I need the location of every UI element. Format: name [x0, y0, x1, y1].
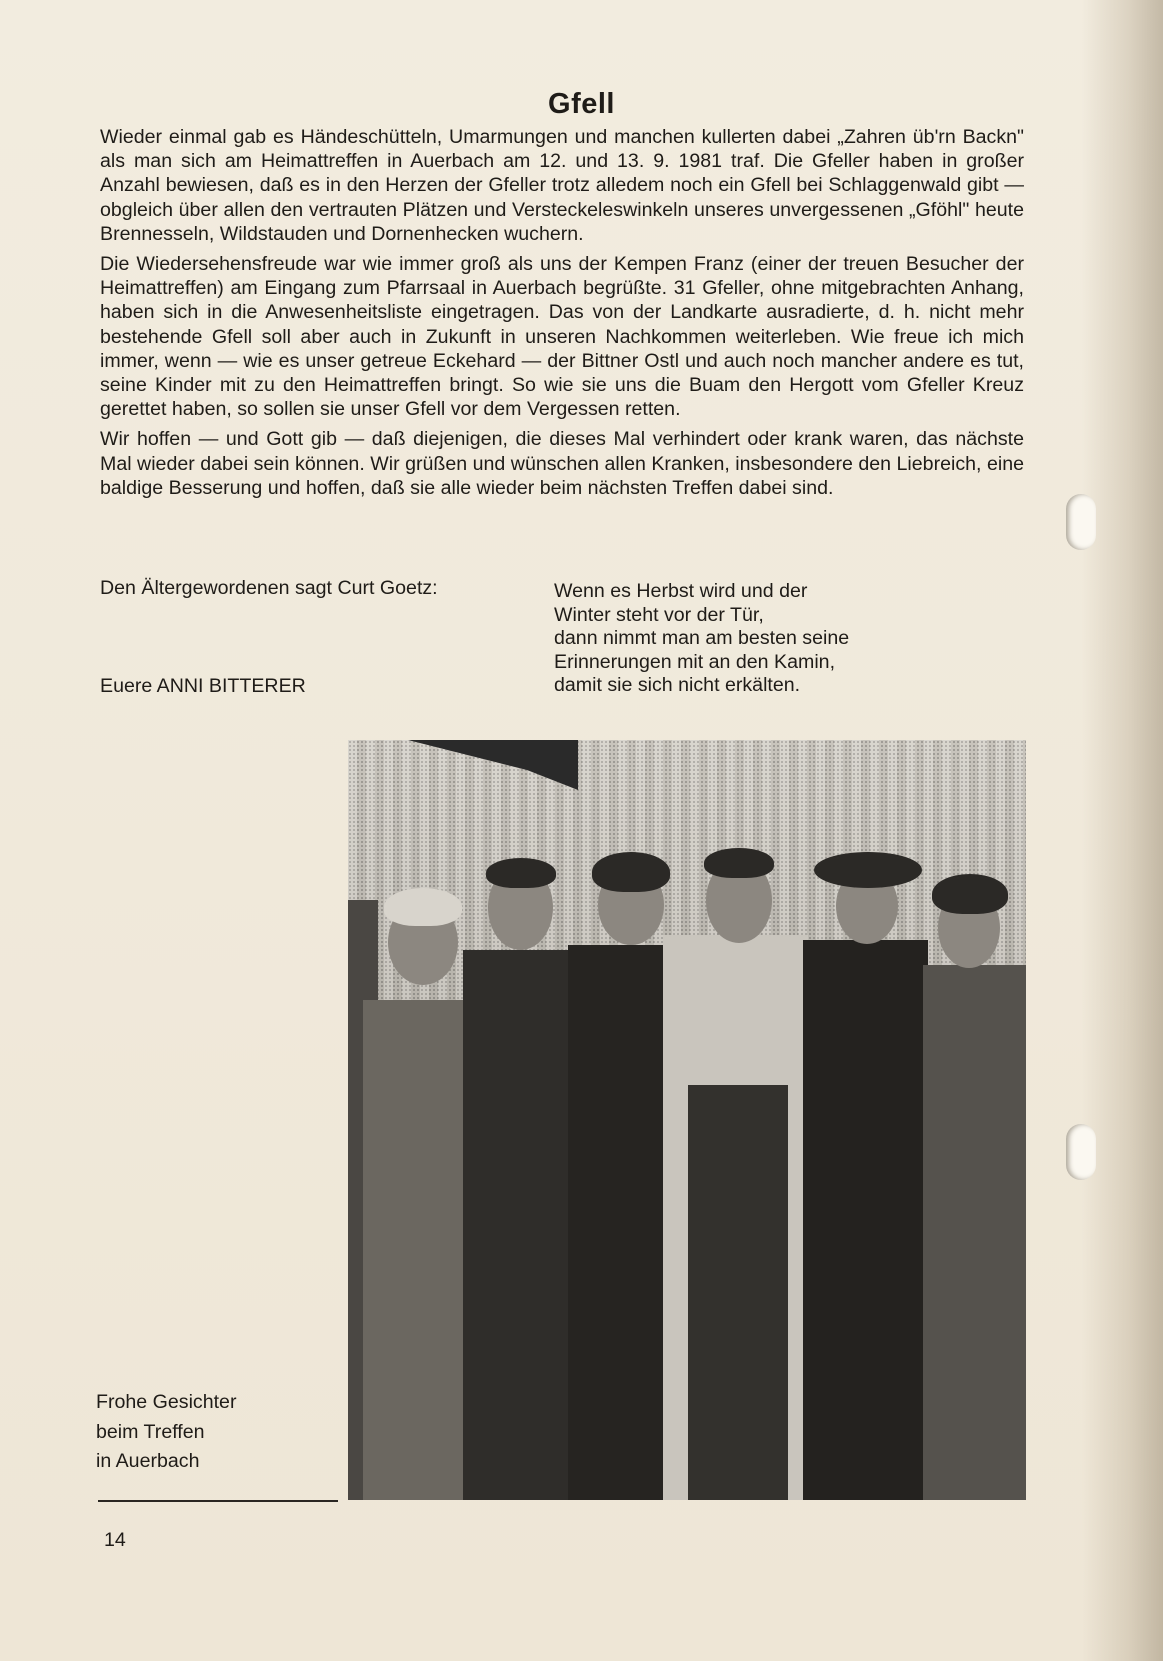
photo-person [923, 965, 1026, 1500]
caption-line: beim Treffen [96, 1420, 205, 1443]
photo-person-hair [384, 888, 462, 926]
caption-divider [98, 1500, 338, 1502]
author-signature: Euere ANNI BITTERER [100, 675, 306, 697]
poem-line: damit sie sich nicht erkälten. [554, 674, 801, 696]
article-body [100, 125, 1024, 506]
photo-person [463, 950, 583, 1500]
caption-line: Frohe Gesichter [96, 1391, 237, 1413]
poem-line: Erinnerungen mit an den Kamin, [554, 650, 836, 673]
paragraph: Wieder einmal gab es Händeschütteln, Umarmungen und manchen kullerten dabei „Zahren üb'rn Backn" als man sich am Heimattreffen in Auerbach am 12. und 13. 9. 1981 traf. Die Gfeller haben in großer Anzahl bewiesen, daß es in den Herzen der Gfeller trotz alledem noch ein Gfell bei Schlaggenwald gibt — obgleich über allen den vertrauten Plätzen und Versteckeleswinkeln unseres unvergessenen „Gföhl" heute Brennesseln, Wildstauden und Dornenhecken wuchern. [100, 126, 1024, 245]
greeting-line: Den Ältergewordenen sagt Curt Goetz: [100, 577, 438, 599]
paragraph: Die Wiedersehensfreude war wie immer groß als uns der Kempen Franz (einer der treuen Besucher der Heimattreffen) am Eingang zum Pfarrsaal in Auerbach begrüßte. 31 Gfeller, ohne mitgebrachten Anhang, haben sich in die Anwesenheitsliste eingetragen. Das von der Landkarte ausradierte, d. h. nicht mehr bestehende Gfell soll aber auch in Zukunft in unseren Nachkommen weiterleben. Wie freue ich mich immer, wenn — wie es unser getreue Eckehard — der Bittner Ostl und auch noch mancher andere es tut, seine Kinder mit zu den Heimattreffen bringt. So wie sie uns die Buam den Hergott vom Gfeller Kreuz gerettet haben, so sollen sie unser Gfell vor dem Vergessen retten. [100, 253, 1024, 421]
poem-quote [554, 580, 849, 698]
photo-person-hair [592, 852, 670, 892]
photo-person [803, 940, 928, 1500]
punch-hole [1066, 1124, 1096, 1180]
poem-line: Wenn es Herbst wird und der [554, 580, 808, 602]
photo-person-hair [486, 858, 556, 888]
caption-line: in Auerbach [96, 1450, 200, 1472]
paragraph: Wir hoffen — und Gott gib — daß diejenigen, die dieses Mal verhindert oder krank waren, das nächste Mal wieder dabei sein können. Wir grüßen und wünschen allen Kranken, insbesondere den Liebreich, eine baldige Besserung und hoffen, daß sie alle wieder beim nächsten Treffen dabei sind. [100, 428, 1024, 499]
photo-caption [96, 1388, 236, 1477]
photo-person-trousers [688, 1085, 788, 1500]
photo-person-hair [704, 848, 774, 878]
page-number: 14 [104, 1529, 126, 1551]
group-photo [348, 740, 1026, 1500]
punch-hole [1066, 494, 1096, 550]
photo-person-hat [814, 852, 922, 888]
poem-line: dann nimmt man am besten seine [554, 627, 850, 649]
poem-line: Winter steht vor der Tür, [554, 603, 764, 626]
photo-person [363, 1000, 478, 1500]
article-title: Gfell [548, 88, 615, 120]
photo-person-hair [932, 874, 1008, 914]
